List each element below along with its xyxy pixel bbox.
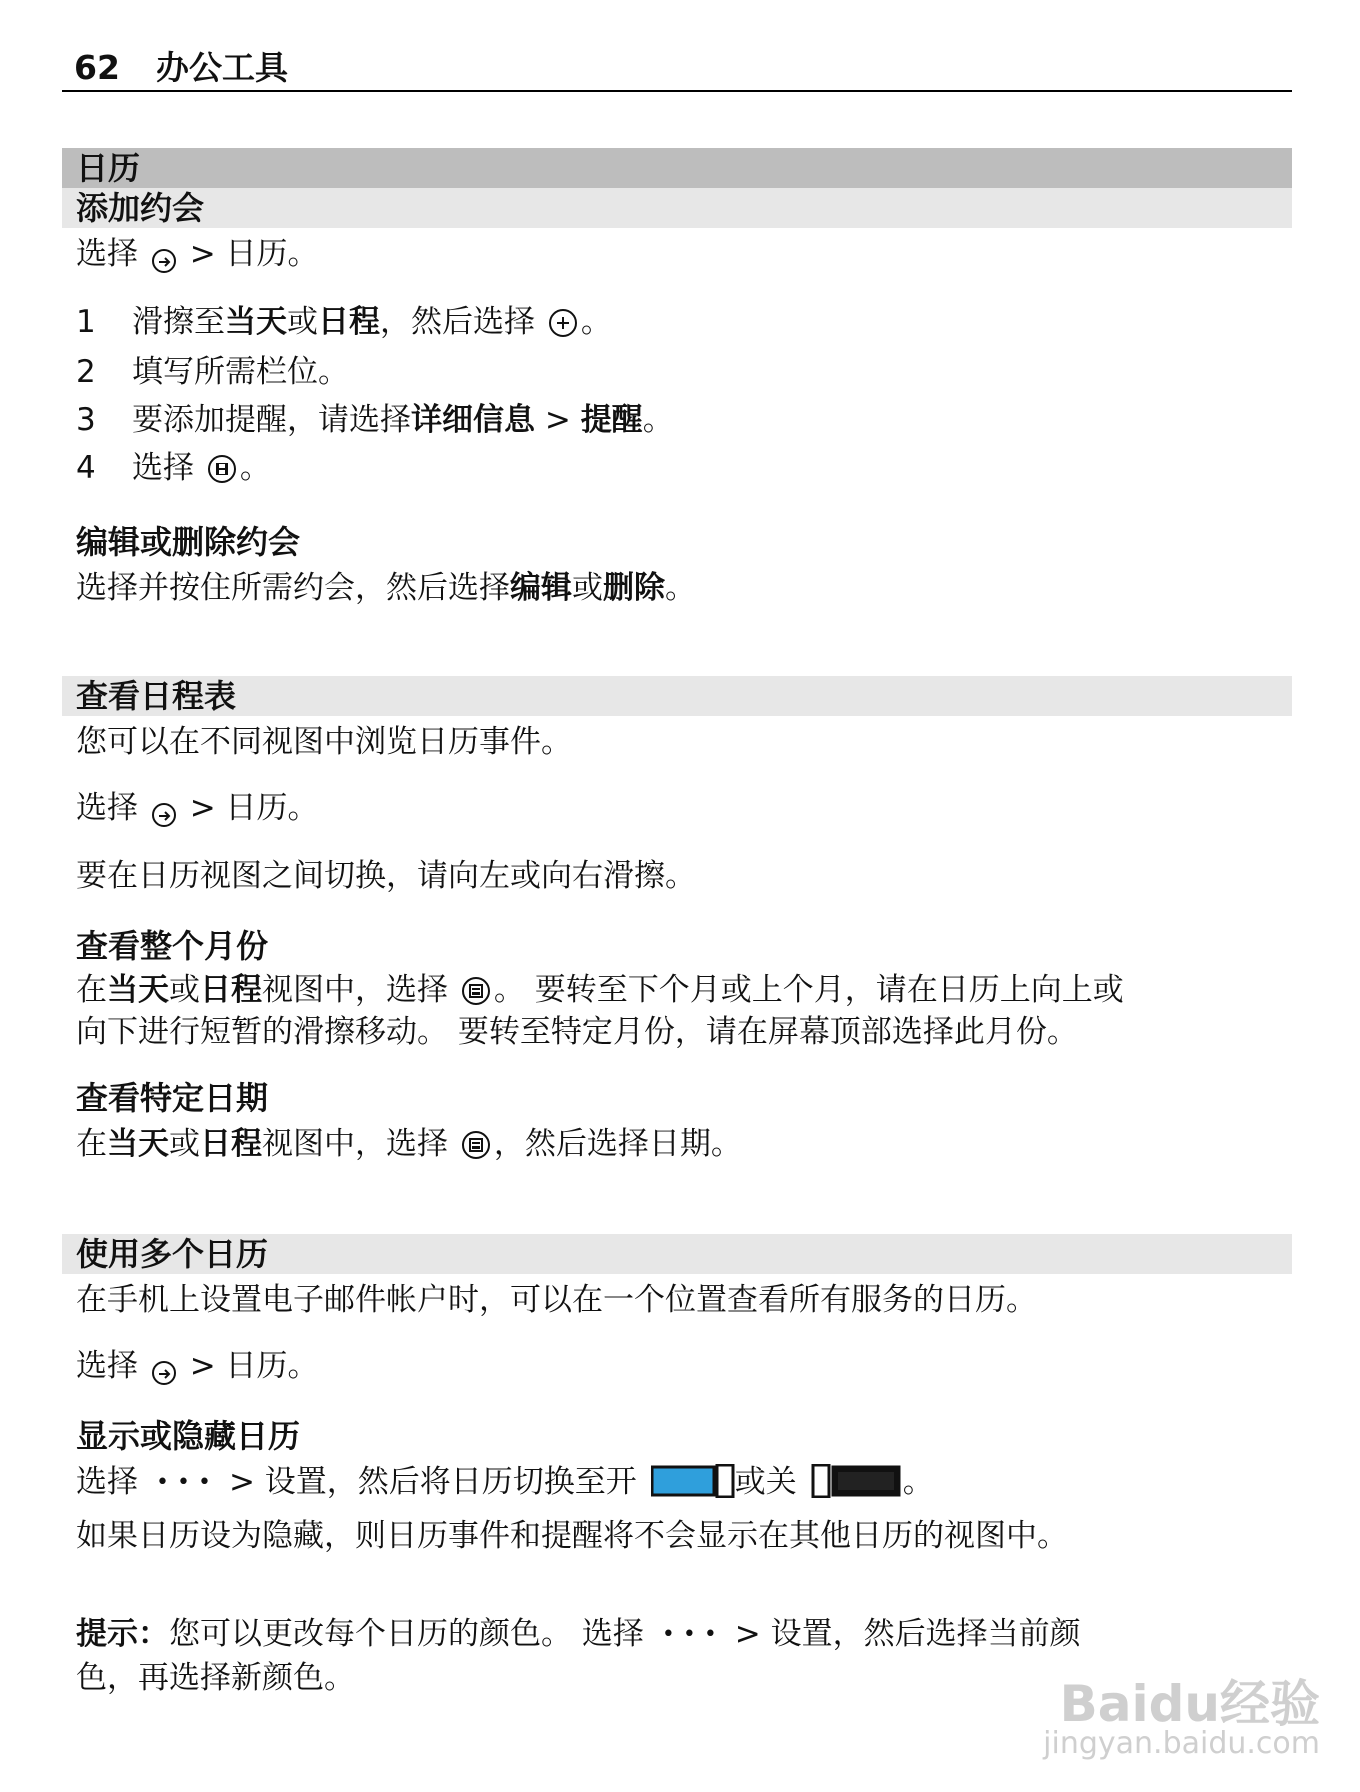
toggle-on-icon bbox=[651, 1464, 735, 1510]
baidu-watermark bbox=[1043, 1675, 1320, 1764]
watermark-url: jingyan.baidu.com bbox=[1043, 1726, 1320, 1761]
view-switch-line: 要在日历视图之间切换，请向左或向右滑擦。 bbox=[76, 858, 696, 894]
arrow-right-circle-icon bbox=[152, 249, 176, 273]
arrow-right-circle-icon bbox=[152, 1361, 176, 1385]
plus-circle-icon bbox=[549, 309, 577, 337]
more-dots-icon: ••• bbox=[156, 1470, 219, 1495]
watermark-brand: Baidu经验 bbox=[1059, 1675, 1320, 1733]
multiple-calendars-heading: 使用多个日历 bbox=[62, 1234, 1292, 1274]
edit-delete-heading: 编辑或删除约会 bbox=[76, 523, 301, 561]
whole-month-line-1: 在当天或日程视图中，选择 。 要转至下个月或上个月，请在日历上向上或 bbox=[76, 972, 1124, 1008]
page-header bbox=[62, 46, 1292, 92]
add-select-line: 选择 > 日历。 bbox=[76, 236, 319, 272]
tip-line-2: 色，再选择新颜色。 bbox=[76, 1660, 355, 1696]
section-title: 办公工具 bbox=[156, 48, 288, 87]
calendar-month-circle-icon bbox=[462, 977, 490, 1005]
show-hide-heading: 显示或隐藏日历 bbox=[76, 1417, 301, 1455]
edit-delete-line: 选择并按住所需约会，然后选择编辑或删除。 bbox=[76, 570, 696, 606]
whole-month-line-2: 向下进行短暂的滑擦移动。 要转至特定月份，请在屏幕顶部选择此月份。 bbox=[76, 1014, 1078, 1050]
add-appointment-heading: 添加约会 bbox=[62, 188, 1292, 228]
multiple-select-line: 选择 > 日历。 bbox=[76, 1348, 319, 1384]
arrow-right-circle-icon bbox=[152, 803, 176, 827]
calendar-month-circle-icon bbox=[462, 1131, 490, 1159]
tip-label: 提示： bbox=[76, 1616, 169, 1652]
step-1: 1 滑擦至当天或日程，然后选择 。 bbox=[76, 304, 612, 340]
more-dots-icon: ••• bbox=[661, 1622, 725, 1647]
page-number: 62 bbox=[74, 48, 120, 87]
toggle-off-icon bbox=[811, 1464, 903, 1510]
step-3: 3 要添加提醒，请选择详细信息 > 提醒。 bbox=[76, 402, 674, 438]
show-hide-line-1: 选择 ••• > 设置，然后将日历切换至开 或关 。 bbox=[76, 1460, 1286, 1510]
specific-date-heading: 查看特定日期 bbox=[76, 1079, 269, 1117]
tip-line-1: 提示：您可以更改每个日历的颜色。 选择 ••• > 设置，然后选择当前颜 bbox=[76, 1612, 1286, 1657]
step-4: 4 选择 。 bbox=[76, 450, 271, 486]
multiple-calendars-intro: 在手机上设置电子邮件帐户时，可以在一个位置查看所有服务的日历。 bbox=[76, 1282, 1037, 1318]
save-circle-icon bbox=[208, 455, 236, 483]
view-schedule-heading: 查看日程表 bbox=[62, 676, 1292, 716]
specific-date-line: 在当天或日程视图中，选择 ，然后选择日期。 bbox=[76, 1126, 742, 1162]
step-2: 2 填写所需栏位。 bbox=[76, 354, 349, 390]
view-schedule-intro: 您可以在不同视图中浏览日历事件。 bbox=[76, 724, 572, 760]
whole-month-heading: 查看整个月份 bbox=[76, 927, 269, 965]
view-schedule-select-line: 选择 > 日历。 bbox=[76, 790, 319, 826]
show-hide-line-2: 如果日历设为隐藏，则日历事件和提醒将不会显示在其他日历的视图中。 bbox=[76, 1518, 1068, 1554]
calendar-heading: 日历 bbox=[62, 148, 1292, 188]
